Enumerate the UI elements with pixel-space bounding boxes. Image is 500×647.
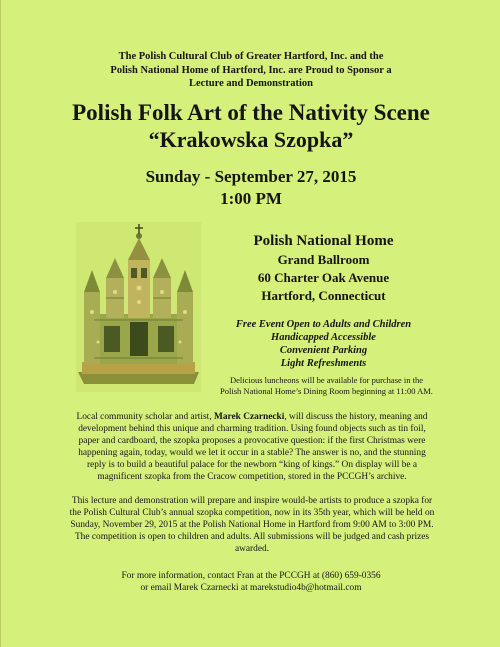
lunch-line: Delicious luncheons will be available for purchase in the: [229, 375, 424, 385]
contact-line: or email Marek Czarnecki at marekstudio4b@hotmail.com: [140, 583, 362, 593]
competition-paragraph: [56, 495, 448, 555]
paragraph-line: This lecture and demonstration will prepare and inspire would-be artists to produce a szopka for: [71, 496, 433, 506]
event-title: Polish Folk Art of the Nativity Scene: [72, 100, 430, 125]
szopka-left-tower: [84, 292, 100, 364]
paragraph-line: reply is to build a beautiful palace for the newborn “king of kings.” On display will be a: [86, 460, 418, 470]
paragraph-line: [56, 411, 448, 423]
venue-block: [216, 232, 431, 305]
event-time: 1:00 PM: [220, 189, 282, 208]
paragraph-line: The competition is open to children and adults. All submissions will be judged and cash prizes: [74, 532, 430, 542]
feature-item: Convenient Parking: [279, 345, 368, 356]
features-list: [216, 318, 431, 370]
venue-name: Polish National Home: [253, 233, 394, 249]
venue-room: Grand Ballroom: [277, 252, 370, 267]
szopka-photo-icon: [76, 222, 201, 392]
szopka-right-tower: [177, 292, 193, 364]
paragraph-line: magnificent szopka from the Cracow competition, stored in the PCCGH’s archive.: [97, 472, 407, 482]
event-date: Sunday - September 27, 2015: [145, 167, 357, 186]
sponsor-line: Polish National Home of Hartford, Inc. are Proud to Sponsor a: [110, 64, 392, 76]
sponsor-line: Lecture and Demonstration: [188, 78, 314, 89]
speaker-name: Marek Czarnecki: [213, 412, 285, 422]
paragraph-line: paper and cardboard, the szopka proposes a provocative question: if the first Christmas were: [78, 436, 426, 446]
paragraph-line: development behind this unique and charming tradition. Using found objects such as tin foil,: [78, 424, 426, 434]
sponsor-text: [61, 50, 441, 91]
paragraph-line: Sunday, November 29, 2015 at the Polish National Home in Hartford from 9:00 AM to 3:00 PM.: [70, 520, 434, 530]
sponsor-line: The Polish Cultural Club of Greater Hartford, Inc. and the: [118, 51, 384, 62]
feature-item: Free Event Open to Adults and Children: [235, 319, 412, 330]
contact-line: For more information, contact Fran at the PCCGH at (860) 659-0356: [121, 571, 381, 581]
lunch-line: Polish National Home’s Dining Room beginning at 11:00 AM.: [220, 386, 433, 396]
lecture-paragraph: [56, 411, 448, 483]
paragraph-text: , will discuss the history, meaning and: [284, 412, 428, 422]
paragraph-line: happening again, today, would we let it occur in a stable? The answer is no, and the stunning: [78, 448, 426, 458]
paragraph-line: awarded.: [234, 544, 270, 554]
venue-city: Hartford, Connecticut: [261, 288, 386, 303]
venue-street: 60 Charter Oak Avenue: [257, 270, 390, 285]
feature-item: Light Refreshments: [280, 358, 367, 369]
paragraph-line: the Polish Cultural Club’s annual szopka competition, now in its 35th year, which will be held on: [69, 508, 435, 518]
lunch-note: [199, 375, 454, 397]
paragraph-text: Local community scholar and artist,: [76, 412, 214, 422]
event-subtitle: “Krakowska Szopka”: [148, 127, 354, 152]
feature-item: Handicapped Accessible: [271, 332, 376, 343]
contact-info: [81, 570, 421, 594]
